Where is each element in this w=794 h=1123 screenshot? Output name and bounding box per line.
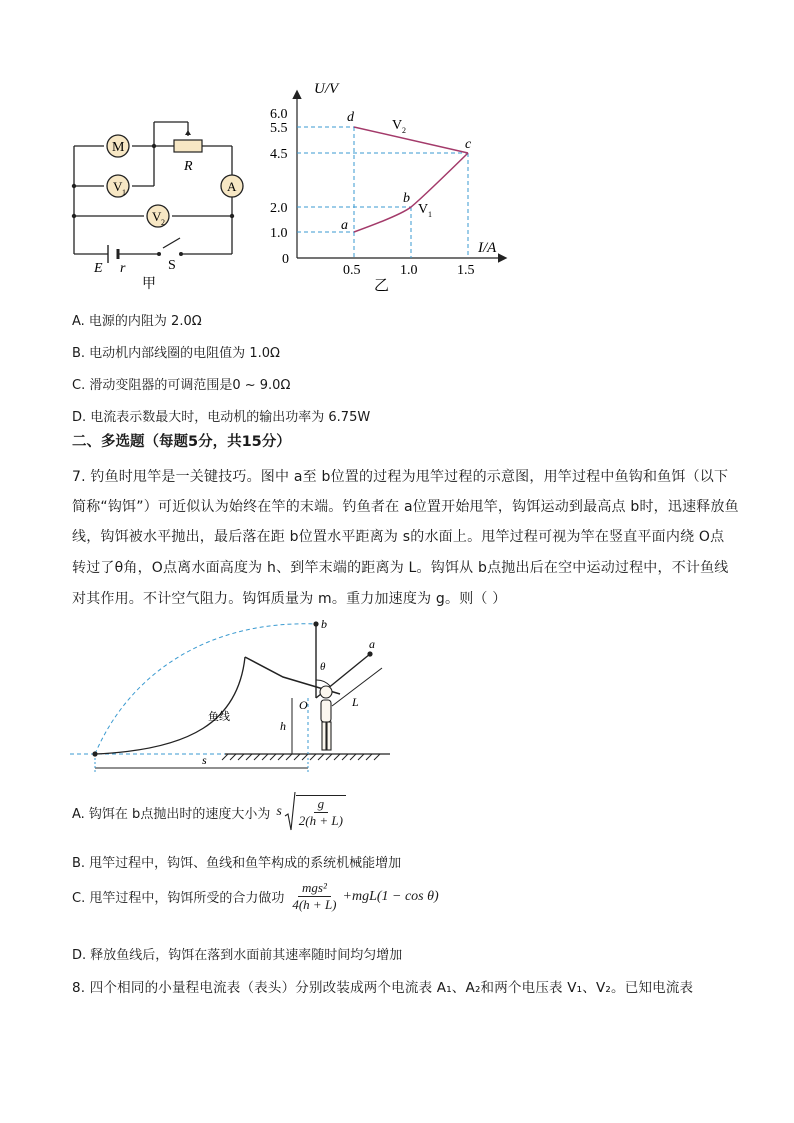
point-a (367, 651, 372, 656)
section-title: 二、多选题（每题5分，共15分） (72, 434, 291, 450)
graph-caption: 乙 (374, 278, 390, 294)
y-tick-label: 4.5 (270, 147, 288, 162)
point-label-a: a (341, 218, 348, 233)
q8-line: 8. 四个相同的小量程电流表（表头）分别改装成两个电流表 A₁、A₂和两个电压表 V₁、V₂。已知电流表 (72, 980, 694, 996)
y-tick-label: 1.0 (270, 226, 288, 241)
internal-resistance-label: r (120, 261, 126, 276)
q7-choice-c-num: mgs² (298, 880, 331, 897)
q6-choice-d: D. 电流表示数最大时，电动机的输出功率为 6.75W (72, 410, 371, 425)
v1-sub: 1 (122, 188, 126, 197)
q7-choice-d: D. 释放鱼线后，钩饵在落到水面前其速率随时间均匀增加 (72, 948, 403, 963)
label-s: s (202, 753, 207, 767)
y-tick-label: 5.5 (270, 121, 288, 136)
ui-graph (262, 80, 512, 295)
point-b (313, 621, 318, 626)
slider-arrow-icon (185, 130, 191, 135)
series-v2-line (354, 127, 468, 153)
q7-choice-c-text: C. 甩竿过程中，钩饵所受的合力做功 (72, 891, 285, 906)
curve-v1-sub: 1 (428, 210, 432, 219)
circuit-caption: 甲 (142, 277, 156, 290)
graph-origin: 0 (282, 252, 289, 267)
x-axis-label: I/A (478, 240, 497, 256)
q7-line-2: 简称“钩饵”）可近似认为始终在竿的末端。钓鱼者在 a位置开始甩竿，钩饵运动到最高点 b时，迅速释放鱼 (72, 499, 739, 515)
circuit-diagram (60, 110, 260, 290)
label-l: L (352, 695, 359, 709)
curve-v2-sub: 2 (402, 126, 406, 135)
y-tick-label: 2.0 (270, 201, 288, 216)
q7-choice-a-den: 2(h + L) (298, 813, 343, 828)
q7-choice-a-text: A. 钩饵在 b点抛出时的速度大小为 (72, 806, 271, 822)
v2-sub: 2 (161, 218, 165, 227)
label-a: a (369, 637, 375, 651)
trajectory-curve (95, 624, 316, 754)
q7-choice-a (72, 790, 346, 834)
q6-choice-a: A. 电源的内阻为 2.0Ω (72, 314, 202, 329)
q7-choice-a-num: g (314, 796, 329, 813)
v2-label: V (152, 209, 162, 224)
sqrt-icon (284, 790, 296, 834)
point-label-d: d (347, 110, 354, 125)
series-v1-curve (354, 153, 468, 232)
point-label-c: c (465, 137, 472, 152)
fisher-figure (320, 686, 332, 750)
q6-choice-c: C. 滑动变阻器的可调范围是0 ~ 9.0Ω (72, 378, 291, 393)
q7-choice-c-fraction (292, 880, 336, 913)
v1-label: V (113, 179, 123, 194)
resistor-label: R (184, 159, 193, 174)
rheostat (174, 140, 202, 152)
q7-choice-c-tail: +mgL(1 − cos θ) (342, 888, 439, 904)
label-b: b (321, 617, 327, 631)
landing-point (92, 751, 97, 756)
ammeter-label: A (227, 179, 237, 194)
label-o: O (299, 698, 308, 712)
x-tick-label: 1.5 (457, 263, 475, 278)
ground-hatching (222, 754, 380, 760)
q7-line-3: 线，钩饵被水平抛出，最后落在距 b位置水平距离为 s的水面上。甩竿过程可视为竿在竖直平面内绕 O点 (72, 529, 725, 545)
fishing-line (95, 657, 245, 754)
label-h: h (280, 719, 286, 733)
q7-choice-c-den: 4(h + L) (292, 897, 337, 912)
x-tick-label: 1.0 (400, 263, 418, 278)
q7-line-5: 对其作用。不计空气阻力。钩饵质量为 m。重力加速度为 g。则（ ） (72, 591, 507, 607)
y-axis-label: U/V (314, 81, 339, 97)
q6-choice-b: B. 电动机内部线圈的电阻值为 1.0Ω (72, 346, 280, 361)
curve-v2-label: V (392, 118, 403, 133)
emf-label: E (94, 261, 103, 276)
q7-choice-b: B. 甩竿过程中，钩饵、鱼线和鱼竿构成的系统机械能增加 (72, 856, 402, 871)
q7-line-4: 转过了θ角，O点离水面高度为 h、到竿末端的距离为 L。钩饵从 b点抛出后在空中运动过程中，不计鱼线 (72, 560, 729, 576)
switch-label: S (168, 258, 176, 273)
q7-line-1: 7. 钓鱼时甩竿是一关键技巧。图中 a至 b位置的过程为甩竿过程的示意图，用竿过程中鱼钩和鱼饵（以下 (72, 469, 729, 485)
point-label-b: b (403, 191, 410, 206)
q7-choice-a-s: s (276, 804, 282, 819)
fishing-diagram (70, 612, 400, 777)
theta-arc (316, 680, 330, 686)
motor-label: M (112, 140, 125, 155)
x-tick-label: 0.5 (343, 263, 361, 278)
label-fishing-line: 鱼线 (208, 711, 230, 723)
curve-v1-label: V (418, 202, 429, 217)
sqrt-expression (284, 790, 346, 834)
y-tick-label: 6.0 (270, 107, 288, 122)
q7-choice-c (72, 880, 439, 913)
label-theta: θ (320, 661, 326, 673)
